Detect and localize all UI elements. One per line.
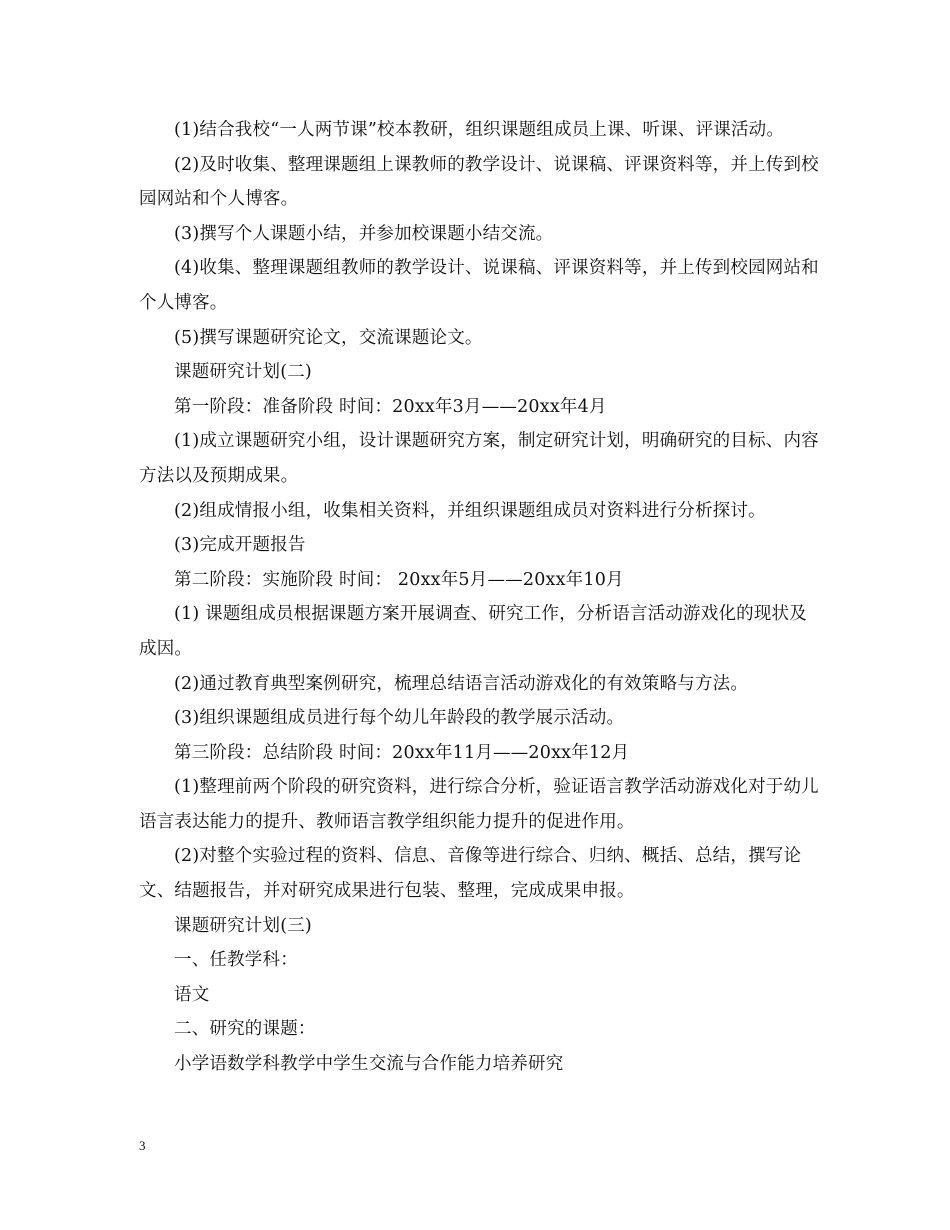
paragraph: (4)收集、整理课题组教师的教学设计、说课稿、评课资料等，并上传到校园网站和个人博客。	[139, 258, 819, 313]
paragraph: (1)整理前两个阶段的研究资料，进行综合分析，验证语言教学活动游戏化对于幼儿语言表达能力的提升、教师语言教学组织能力提升的促进作用。	[139, 777, 819, 832]
stage-heading: 第一阶段：准备阶段 时间：20xx年3月——20xx年4月	[174, 396, 607, 417]
section-heading: 课题研究计划(三)	[174, 915, 312, 936]
paragraph: (2)通过教育典型案例研究，梳理总结语言活动游戏化的有效策略与方法。	[174, 673, 749, 694]
paragraph: (1)成立课题研究小组，设计课题研究方案，制定研究计划，明确研究的目标、内容方法以及预期成果。	[139, 431, 819, 486]
paragraph: 小学语数学科教学中学生交流与合作能力培养研究	[174, 1054, 564, 1075]
paragraph: (2)组成情报小组，收集相关资料，并组织课题组成员对资料进行分析探讨。	[174, 500, 766, 521]
paragraph: (2)对整个实验过程的资料、信息、音像等进行综合、归纳、概括、总结，撰写论文、结题报告，并对研究成果进行包装、整理，完成成果申报。	[139, 846, 802, 902]
paragraph: (3)撰写个人课题小结，并参加校课题小结交流。	[174, 223, 554, 244]
paragraph: (1)结合我校“一人两节课”校本教研，组织课题组成员上课、听课、评课活动。	[174, 120, 785, 140]
paragraph: (3)完成开题报告	[174, 535, 306, 556]
subsection-heading: 二、研究的课题：	[174, 1019, 316, 1040]
page-number: 3	[139, 1138, 146, 1153]
document-body	[139, 113, 824, 1082]
paragraph: (1) 课题组成员根据课题方案开展调查、研究工作，分析语言活动游戏化的现状及成因。	[139, 604, 807, 659]
subsection-heading: 一、任教学科：	[174, 950, 298, 971]
paragraph: 语文	[174, 984, 210, 1005]
paragraph: (2)及时收集、整理课题组上课教师的教学设计、说课稿、评课资料等，并上传到校园网站和个人博客。	[139, 154, 819, 210]
stage-heading: 第二阶段：实施阶段 时间： 20xx年5月——20xx年10月	[174, 569, 624, 590]
section-heading: 课题研究计划(二)	[174, 362, 312, 383]
paragraph: (5)撰写课题研究论文，交流课题论文。	[174, 327, 483, 348]
stage-heading: 第三阶段：总结阶段 时间：20xx年11月——20xx年12月	[174, 742, 630, 763]
paragraph: (3)组织课题组成员进行每个幼儿年龄段的教学展示活动。	[174, 708, 625, 729]
